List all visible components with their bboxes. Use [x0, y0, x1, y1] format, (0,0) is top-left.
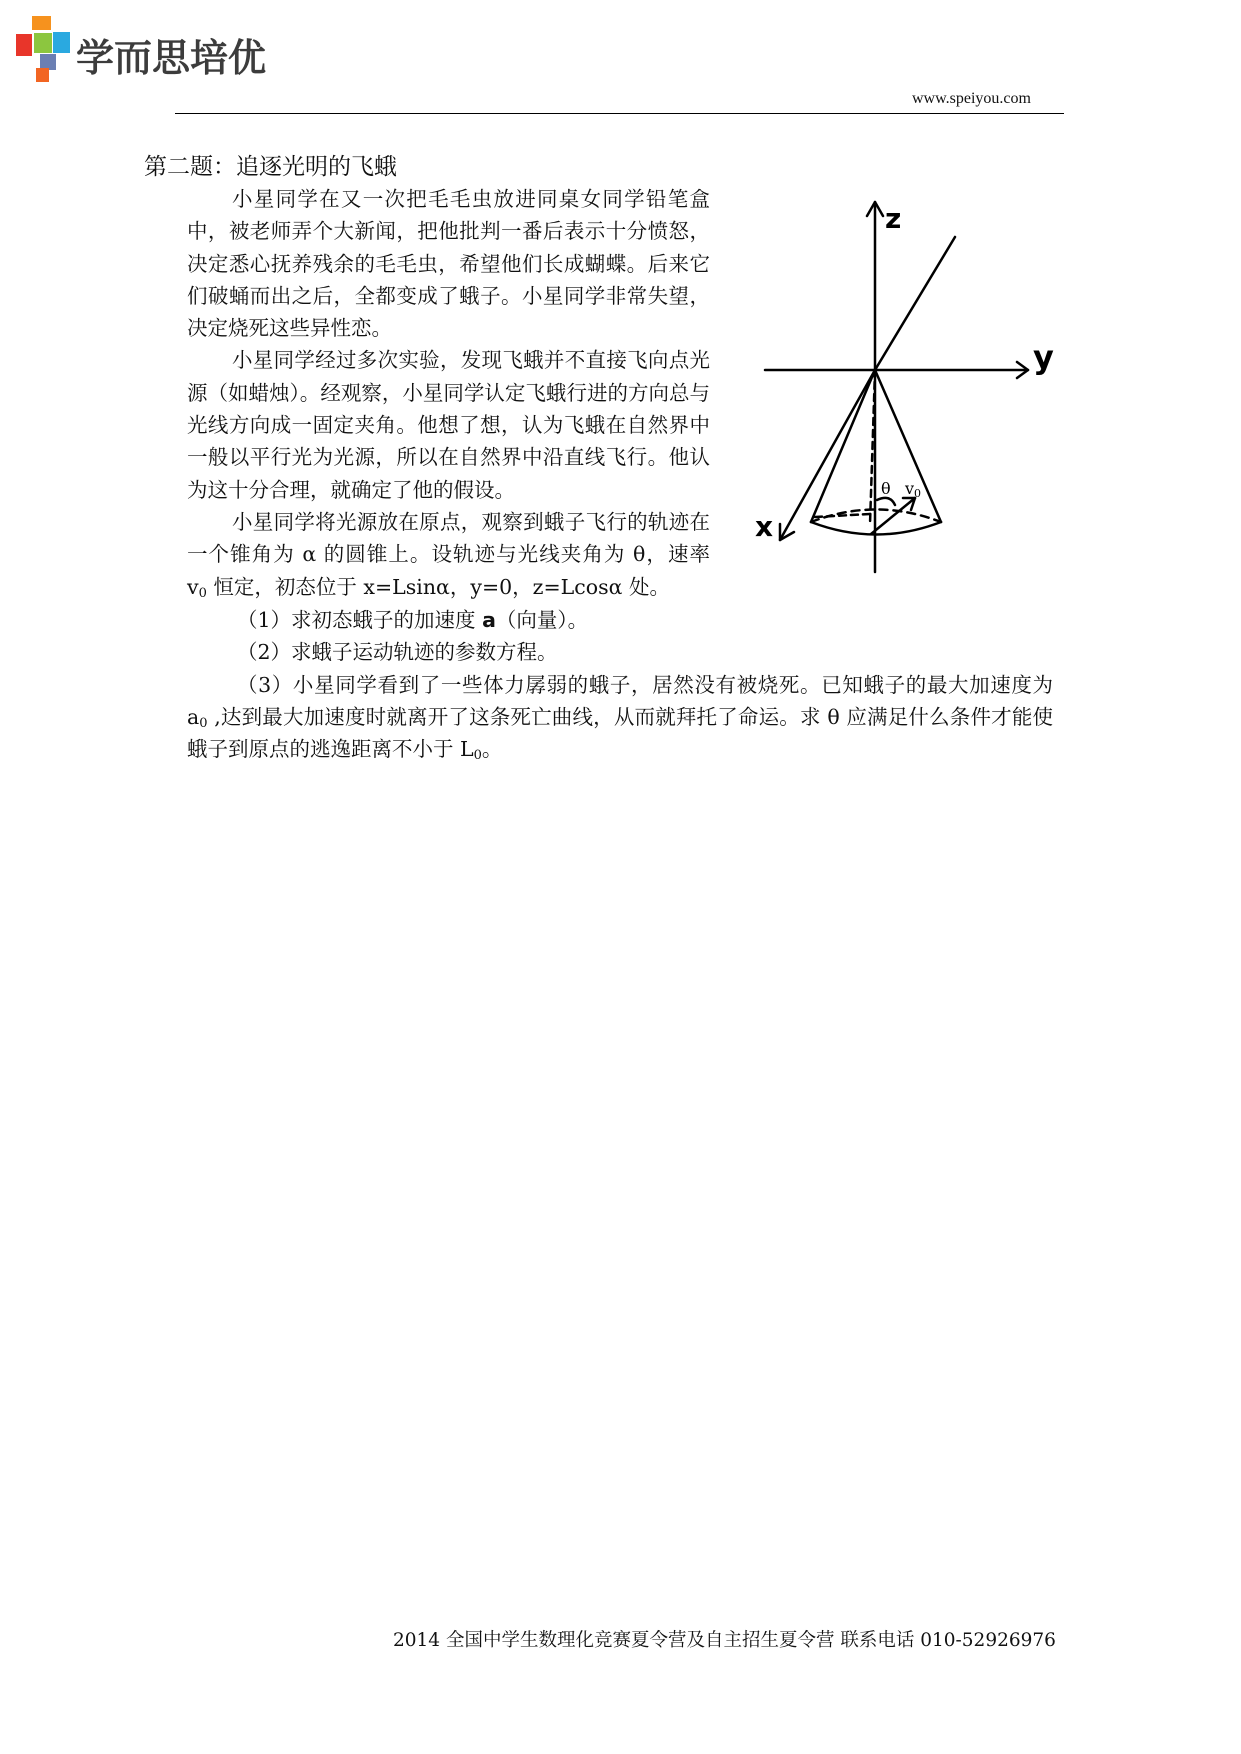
x-axis	[780, 370, 875, 540]
questions	[187, 604, 1053, 765]
footer-text: 2014 全国中学生数理化竞赛夏令营及自主招生夏令营 联系电话 010-52926976	[393, 1630, 1056, 1651]
question-2: （2）求蛾子运动轨迹的参数方程。	[237, 640, 558, 665]
v0-label: v0	[905, 479, 922, 500]
problem-title: 第二题：追逐光明的飞蛾	[144, 154, 397, 180]
base-radius	[815, 514, 870, 517]
z-axis-label: z	[885, 202, 902, 235]
paragraph-1: 小星同学在又一次把毛毛虫放进同桌女同学铅笔盒中，被老师弄个大新闻，把他批判一番后表示十分愤怒，决定悉心抚养残余的毛毛虫，希望他们长成蝴蝶。后来它们破蛹而出之后，全都变成了蛾子。小星同学非常失望，决定烧死这些异性恋。	[187, 187, 710, 341]
x-axis-label: x	[755, 510, 774, 543]
website-url: www.speiyou.com	[912, 90, 1031, 107]
question-3: （3）小星同学看到了一些体力孱弱的蛾子，居然没有被烧死。已知蛾子的最大加速度为 $a_0$ ,达到最大加速度时就离开了这条死亡曲线，从而就拜托了命运。求 θ 应满足什么条件才能使蛾子到原点的逃逸距离不小于 $L_0$。	[187, 672, 1053, 764]
problem-text-column	[187, 183, 710, 603]
brand-name: 学而思培优	[76, 36, 267, 80]
cone-diagram	[755, 192, 1065, 582]
logo	[16, 16, 276, 96]
question-1: （1）求初态蛾子的加速度 a（向量）。	[237, 608, 589, 632]
theta-label: θ	[881, 479, 891, 498]
theta-arc	[877, 498, 895, 505]
logo-mark	[16, 16, 76, 96]
paragraph-2: 小星同学经过多次实验，发现飞蛾并不直接飞向点光源（如蜡烛）。经观察，小星同学认定飞蛾行进的方向总与光线方向成一固定夹角。他想了想，认为飞蛾在自然界中一般以平行光为光源，所以在自然界中沿直线飞行。他认为这十分合理，就确定了他的假设。	[187, 348, 710, 502]
y-axis-label: y	[1033, 338, 1054, 376]
header-rule	[175, 113, 1064, 114]
cone-side-left	[811, 370, 875, 522]
paragraph-3: 小星同学将光源放在原点，观察到蛾子飞行的轨迹在一个锥角为 α 的圆锥上。设轨迹与光线夹角为 θ，速率 $v_0$ 恒定，初态位于 x=Lsinα，y=0，z=Lcosα 处。	[187, 509, 710, 601]
light-ray-line	[875, 237, 955, 370]
